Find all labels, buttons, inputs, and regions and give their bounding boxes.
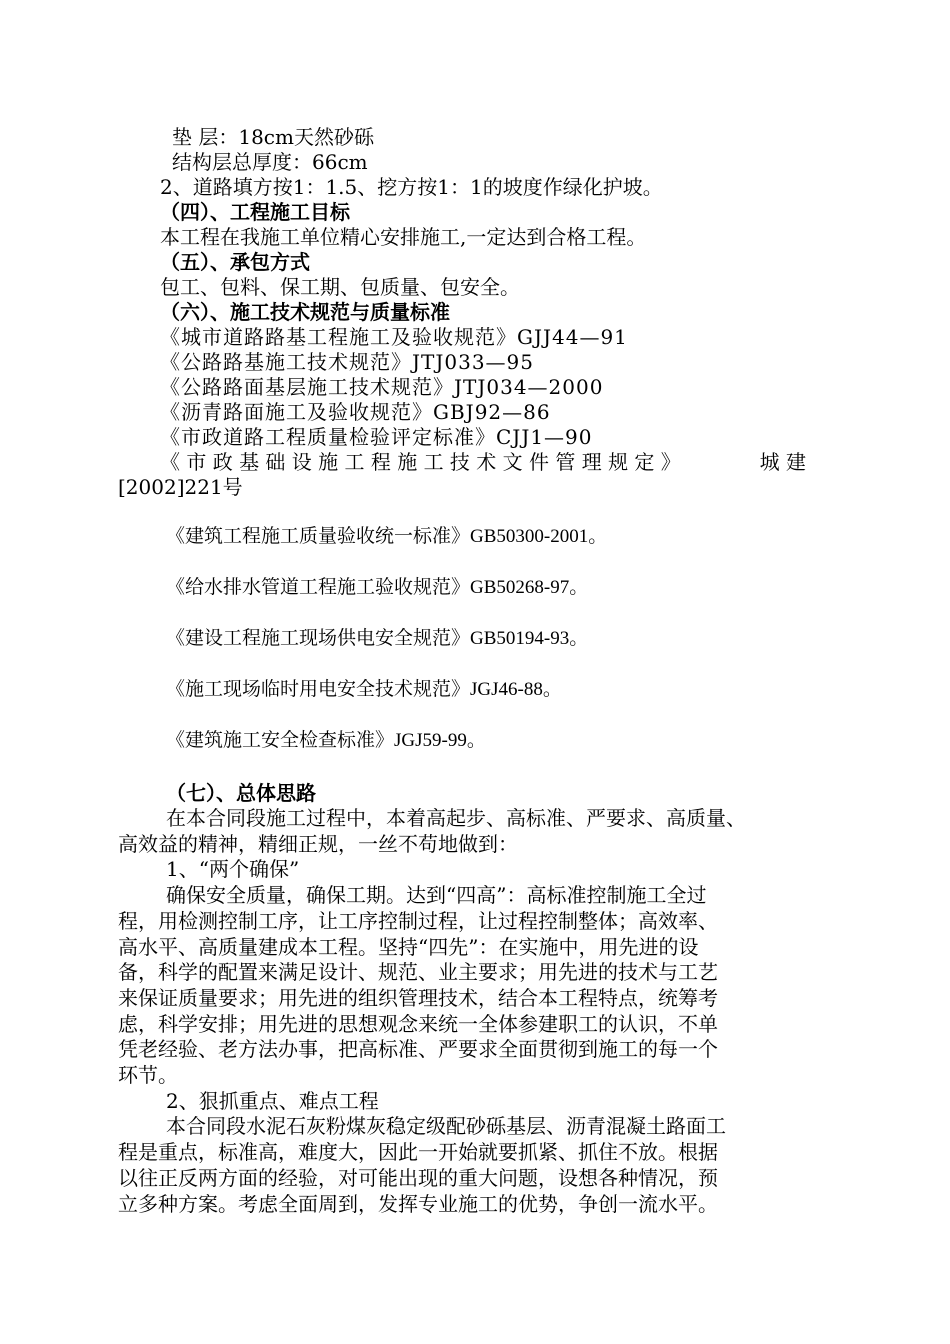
paragraph-line: 程，用检测控制工序，让工序控制过程，让过程控制整体；高效率、 bbox=[118, 908, 718, 933]
paragraph-line: 2、狠抓重点、难点工程 bbox=[166, 1088, 379, 1113]
spec-item-continuation: [2002]221号 bbox=[118, 475, 243, 499]
paragraph-line: 高水平、高质量建成本工程。坚持“四先”：在实施中，用先进的设 bbox=[118, 934, 699, 959]
standard-item: 《建筑施工安全检查标准》JGJ59-99。 bbox=[166, 730, 486, 751]
spec-item: 《市政道路工程质量检验评定标准》CJJ1—90 bbox=[160, 425, 593, 449]
paragraph-line: 1、“两个确保” bbox=[166, 857, 300, 882]
spec-item: 《公路路面基层施工技术规范》JTJ034—2000 bbox=[160, 375, 604, 399]
paragraph-line: 以往正反两方面的经验，对可能出现的重大问题，设想各种情况，预 bbox=[118, 1165, 718, 1190]
total-thickness-line: 结构层总厚度：66cm bbox=[172, 150, 368, 174]
standard-item: 《建设工程施工现场供电安全规范》GB50194-93。 bbox=[166, 628, 589, 649]
section-heading-4: （四）、工程施工目标 bbox=[160, 200, 350, 224]
paragraph-line: 高效益的精神，精细正规，一丝不苟地做到： bbox=[118, 831, 518, 856]
section-heading-7: （七）、总体思路 bbox=[166, 781, 316, 805]
section-heading-5: （五）、承包方式 bbox=[160, 250, 310, 274]
spec-item-left: 《 市 政 基 础 设 施 工 程 施 工 技 术 文 件 管 理 规 定 》 bbox=[160, 450, 681, 474]
section-heading-6: （六）、施工技术规范与质量标准 bbox=[160, 300, 450, 324]
standard-item: 《建筑工程施工质量验收统一标准》GB50300-2001。 bbox=[166, 526, 608, 547]
spec-item-right: 城 建 bbox=[759, 450, 806, 474]
paragraph-line: 环节。 bbox=[118, 1063, 178, 1088]
paragraph-line: 程是重点，标准高，难度大，因此一开始就要抓紧、抓住不放。根据 bbox=[118, 1140, 718, 1165]
section-4-text: 本工程在我施工单位精心安排施工,一定达到合格工程。 bbox=[160, 225, 647, 249]
paragraph-line: 本合同段水泥石灰粉煤灰稳定级配砂砾基层、沥青混凝土路面工 bbox=[166, 1114, 726, 1139]
spec-item-justified bbox=[160, 450, 806, 474]
spec-item: 《城市道路路基工程施工及验收规范》GJJ44—91 bbox=[160, 325, 628, 349]
paragraph-line: 立多种方案。考虑全面周到，发挥专业施工的优势，争创一流水平。 bbox=[118, 1191, 718, 1216]
paragraph-line: 来保证质量要求；用先进的组织管理技术，结合本工程特点，统筹考 bbox=[118, 985, 718, 1010]
paragraph-line: 备，科学的配置来满足设计、规范、业主要求；用先进的技术与工艺 bbox=[118, 960, 718, 985]
spec-item: 《沥青路面施工及验收规范》GBJ92—86 bbox=[160, 400, 551, 424]
paragraph-line: 确保安全质量，确保工期。达到“四高”：高标准控制施工全过 bbox=[166, 883, 707, 908]
spec-item: 《公路路基施工技术规范》JTJ033—95 bbox=[160, 350, 534, 374]
slope-line: 2、道路填方按1：1.5、挖方按1：1的坡度作绿化护坡。 bbox=[160, 175, 663, 199]
standard-item: 《施工现场临时用电安全技术规范》JGJ46-88。 bbox=[166, 679, 562, 700]
paragraph-line: 在本合同段施工过程中，本着高起步、高标准、严要求、高质量、 bbox=[166, 806, 746, 830]
section-5-text: 包工、包料、保工期、包质量、包安全。 bbox=[160, 275, 520, 299]
paragraph-line: 凭老经验、老方法办事，把高标准、严要求全面贯彻到施工的每一个 bbox=[118, 1037, 718, 1062]
standard-item: 《给水排水管道工程施工验收规范》GB50268-97。 bbox=[166, 577, 589, 598]
cushion-layer-line: 垫 层：18cm天然砂砾 bbox=[172, 125, 374, 149]
paragraph-line: 虑，科学安排；用先进的思想观念来统一全体参建职工的认识，不单 bbox=[118, 1011, 718, 1036]
overall-approach-paragraph bbox=[118, 806, 746, 1217]
